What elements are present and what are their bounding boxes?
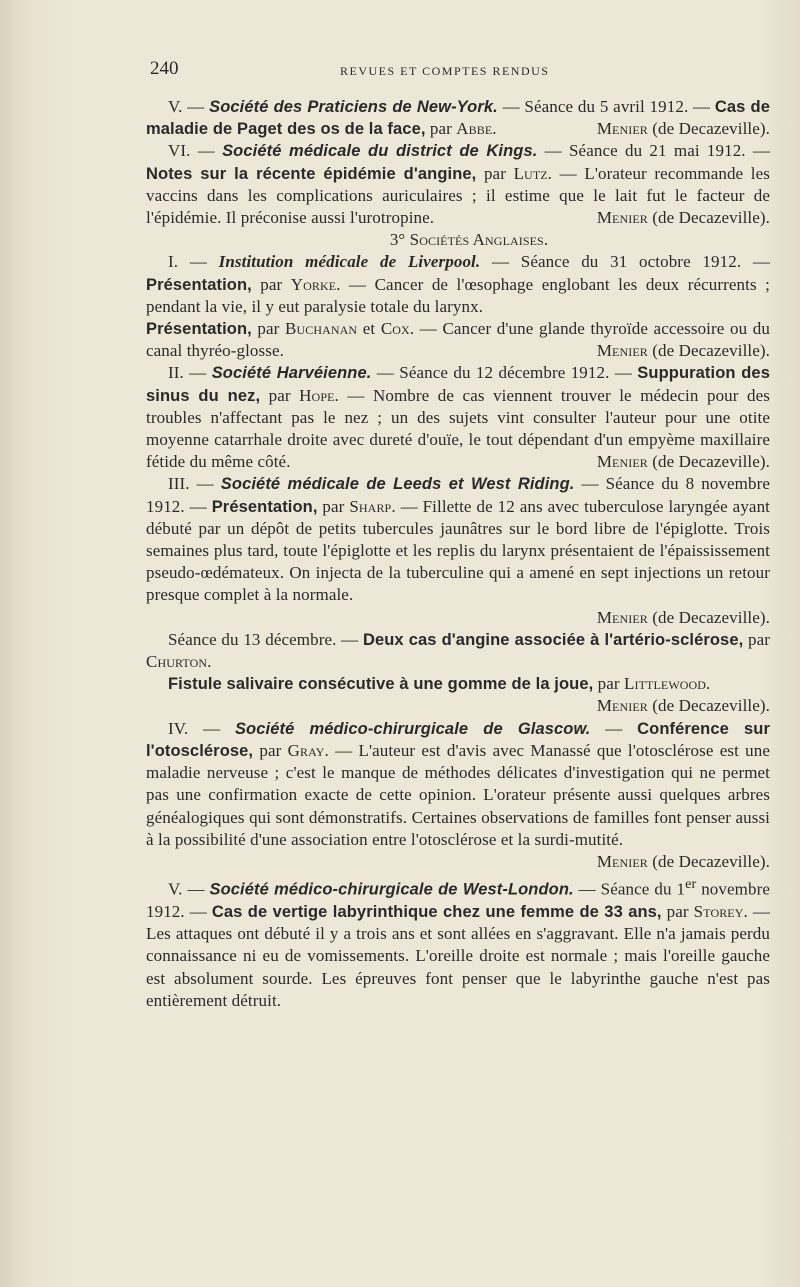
reviewer-signature <box>597 340 770 362</box>
by-word: par <box>593 674 625 694</box>
author-name: Sharp. <box>349 496 396 516</box>
entry-text: — L'orateur recommande les vaccins dans les complications auriculaires ; il estime que le lait fut le facteur de l'épidémie. Il préconise aussi l'urotropine. <box>146 163 770 228</box>
entry-number: V. — <box>168 879 210 899</box>
entry-number: III. — <box>168 474 221 494</box>
paper-title: Conférence sur l'otosclérose, <box>146 719 770 760</box>
reviewer-place: (de Decazeville). <box>647 119 770 139</box>
reviewer-signature <box>575 851 770 873</box>
author-name: Lutz. <box>513 163 553 183</box>
article-body <box>146 96 770 1012</box>
author-name: Storey. <box>693 901 748 921</box>
author-name: Littlewood. <box>624 674 711 694</box>
and-word: et <box>357 319 381 339</box>
reviewer-place: (de Decazeville). <box>647 341 770 361</box>
entry-number: II. — <box>168 363 212 383</box>
review-entry <box>146 673 770 717</box>
paper-title: Cas de maladie de Paget des os de la face, <box>146 98 770 139</box>
author-name: Yorke. <box>290 274 341 294</box>
reviewer-signature <box>575 118 770 140</box>
running-head: REVUES ET COMPTES RENDUS <box>340 64 550 78</box>
reviewer-name: Menier <box>596 119 648 139</box>
entry-text: — Fillette de 12 ans avec tuberculose laryngée ayant débuté par un dépôt de petits tubercules jaunâtres sur le bord libre de l'épiglotte. Trois semaines plus tard, toute l'épiglotte et les replis du larynx présentaient de l'épaississement pseudo-œdémateux. On injecta de la tuberculine qui a amené en sept injections un retour presque complet à la normale. <box>146 496 770 605</box>
ordinal-suffix: er <box>685 876 697 893</box>
review-entry <box>146 96 770 140</box>
meeting-date: Séance du 13 décembre. — <box>168 629 363 649</box>
section-subheading: 3° Sociétés Anglaises. <box>389 230 549 250</box>
page-header <box>150 58 770 88</box>
paper-title: Deux cas d'angine associée à l'artério-sclérose, <box>362 630 744 649</box>
paper-title: Présentation, <box>146 320 252 339</box>
reviewer-place: (de Decazeville). <box>647 208 770 228</box>
author-name: Cox. <box>380 319 415 339</box>
meeting-date: — Séance du 1 <box>573 879 686 899</box>
reviewer-name: Menier <box>596 851 648 871</box>
review-entry <box>146 873 770 1012</box>
author-name: Gray. <box>287 740 329 760</box>
reviewer-name: Menier <box>596 452 648 472</box>
entry-number: VI. — <box>168 141 223 161</box>
review-entry <box>146 362 770 473</box>
reviewer-name: Menier <box>596 341 648 361</box>
author-name: Hope. <box>299 385 339 405</box>
society-name: Société médico-chirurgicale de Glascow. <box>234 719 591 738</box>
author-name: Churton. <box>146 652 212 672</box>
review-entry <box>146 473 770 606</box>
reviewer-place: (de Decazeville). <box>647 851 770 871</box>
paper-title: Fistule salivaire consécutive à une gomme de la joue, <box>168 675 594 694</box>
paper-title: Suppuration des sinus du nez, <box>146 364 770 405</box>
paper-title: Notes sur la récente épidémie d'angine, <box>146 164 477 183</box>
by-word: par <box>251 274 291 294</box>
society-name: Société médico-chirurgicale de West-London. <box>209 880 574 899</box>
meeting-date: — Séance du 31 octobre 1912. — <box>480 252 770 272</box>
meeting-date: — Séance du 8 novembre 1912. — <box>146 474 770 516</box>
meeting-date-rest: novembre 1912. — <box>146 879 770 921</box>
by-word: par <box>251 319 286 339</box>
reviewer-signature <box>575 207 770 229</box>
meeting-date: — Séance du 21 mai 1912. — <box>537 141 770 161</box>
review-entry <box>146 318 770 362</box>
entry-text: — Nombre de cas viennent trouver le médecin pour des troubles n'affectant pas le nez ; un des sujets vint consulter l'auteur pour une otite moyenne catarrhale droite avec dureté d'ouïe, le tout dépendant d'un empyème maxillaire fétide du même côté. <box>146 385 771 472</box>
reviewer-name: Menier <box>596 607 648 627</box>
society-name: Société des Praticiens de New-York. <box>209 98 498 116</box>
review-entry <box>146 718 770 873</box>
society-name: Société médicale du district de Kings. <box>222 142 538 161</box>
reviewer-name: Menier <box>596 208 648 228</box>
paper-title: Cas de vertige labyrinthique chez une femme de 33 ans, <box>211 902 662 921</box>
society-name: Société Harvéienne. <box>211 364 372 383</box>
reviewer-place: (de Decazeville). <box>647 607 770 627</box>
reviewer-signature <box>146 607 770 629</box>
reviewer-signature <box>575 695 770 717</box>
society-name: Institution médicale de Liverpool. <box>218 252 481 272</box>
review-entry <box>146 629 770 673</box>
paper-title: Présentation, <box>211 497 318 516</box>
by-word: par <box>476 163 514 183</box>
by-word: par <box>425 119 457 139</box>
entry-text: — Cancer de l'œsophage englobant les deux récurrents ; pendant la vie, il y eut paralysie totale du larynx. <box>146 274 770 316</box>
by-word: par <box>661 901 694 921</box>
reviewer-name: Menier <box>596 696 648 716</box>
reviewer-place: (de Decazeville). <box>647 452 770 472</box>
meeting-date: — Séance du 5 avril 1912. — <box>497 97 715 116</box>
entry-text: — Cancer d'une glande thyroïde accessoire ou du canal thyréo-glosse. <box>146 319 770 361</box>
entry-number: IV. — <box>168 718 235 738</box>
reviewer-place: (de Decazeville). <box>647 696 770 716</box>
by-word: par <box>253 740 288 760</box>
by-word: par <box>260 385 300 405</box>
entry-text: — L'auteur est d'avis avec Manassé que l'otosclérose est une maladie nerveuse ; c'est le manque de méthodes délicates d'investigation qui ne permet pas une confirmation exacte de cette opinion. L'orateur présente aussi quelques arbres généalogiques qui sont démonstratifs. Certaines observations de familles font penser aussi à la possibilité d'une association entre l'otosclérose et la surdi-mutité. <box>146 740 770 849</box>
meeting-date: — Séance du 12 décembre 1912. — <box>371 363 638 383</box>
meeting-date: — <box>590 718 638 738</box>
review-entry <box>146 140 770 229</box>
review-entry <box>146 251 770 318</box>
author-name: Abbe. <box>456 119 497 139</box>
by-word: par <box>317 496 350 516</box>
reviewer-signature <box>575 451 770 473</box>
author-name: Buchanan <box>285 319 358 339</box>
entry-number: I. — <box>168 252 219 272</box>
by-word: par <box>743 629 770 649</box>
society-name: Société médicale de Leeds et West Riding. <box>220 475 575 494</box>
page-number: 240 <box>150 58 179 79</box>
paper-title: Présentation, <box>146 275 252 294</box>
entry-number: V. — <box>168 97 210 116</box>
entry-text: — Les attaques ont débuté il y a trois ans et sont allées en s'aggravant. Elle n'a jamais perdu connaissance ni eu de vomissements. L'oreille droite est normale ; mais l'oreille gauche est absolument sourde. Les épreuves font penser que le labyrinthe gauche n'est pas entièrement détruit. <box>146 901 770 1010</box>
